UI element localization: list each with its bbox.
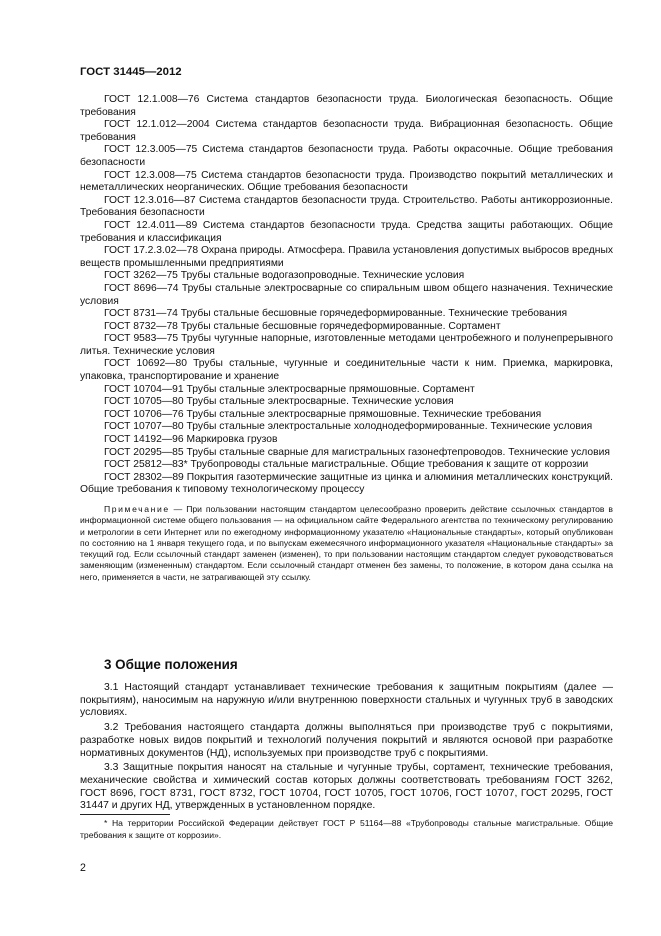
- reference-item: ГОСТ 12.1.008—76 Система стандартов безопасности труда. Биологическая безопасность. Общие требования: [80, 94, 613, 118]
- footnote-divider: [80, 814, 170, 815]
- paragraph-3-3: 3.3 Защитные покрытия наносят на стальные и чугунные трубы, сортамент, технические требования, механические свойства и химический состав которых должны соответствовать требованиям ГОСТ 3262, ГОСТ 8696, ГОСТ 8731, ГОСТ 8732, ГОСТ 10704, ГОСТ 10705, ГОСТ 10706, ГОСТ 10707, ГОСТ 20295, ГОСТ 31447 и других НД, утвержденных в установленном порядке.: [80, 762, 613, 812]
- section-body: [80, 682, 613, 813]
- note-label: Примечание: [104, 504, 170, 514]
- reference-item: ГОСТ 17.2.3.02—78 Охрана природы. Атмосфера. Правила установления допустимых выбросов вредных веществ промышленными предприятиями: [80, 245, 613, 269]
- reference-item: ГОСТ 10707—80 Трубы стальные электростальные холоднодеформированные. Технические условия: [104, 421, 593, 433]
- reference-item: ГОСТ 28302—89 Покрытия газотермические защитные из цинка и алюминия металлических конструкций. Общие требования к типовому технологическому процессу: [80, 471, 613, 496]
- reference-item: ГОСТ 14192—96 Маркировка грузов: [104, 434, 278, 446]
- reference-item: ГОСТ 8696—74 Трубы стальные электросварные со спиральным швом общего назначения. Технические условия: [80, 282, 613, 307]
- reference-item: ГОСТ 10706—76 Трубы стальные электросварные прямошовные. Технические требования: [104, 408, 542, 420]
- footnote: * На территории Российской Федерации действует ГОСТ Р 51164—88 «Трубопроводы стальные магистральные. Общие требования к защите от коррозии».: [80, 818, 613, 840]
- paragraph-3-2: 3.2 Требования настоящего стандарта должны выполняться при производстве труб с покрытиями, разработке новых видов покрытий и технологий получения покрытий и являются основой при разработке нормативных документов (НД), используемых при производстве труб с покрытиями.: [80, 722, 613, 759]
- reference-item: ГОСТ 12.3.005—75 Система стандартов безопасности труда. Работы окрасочные. Общие требования безопасности: [80, 144, 613, 168]
- note-text: — При пользовании настоящим стандартом целесообразно проверить действие ссылочных стандартов в информационной системе общего пользования — на официальном сайте Федерального агентства по техническому регулированию и метрологии в сети Интернет или по ежегодному информационному указателю «Национальные стандарты», который опубликован по состоянию на 1 января текущего года, и по выпускам ежемесячного информационного указателя «Национальные стандарты» за текущий год. Если ссылочный стандарт заменен (изменен), то при пользовании настоящим стандартом следует руководствоваться заменяющим (измененным) стандартом. Если ссылочный стандарт отменен без замены, то положение, в котором дана ссылка на него, применяется в части, не затрагивающей эту ссылку.: [80, 504, 613, 582]
- reference-item: ГОСТ 12.3.016—87 Система стандартов безопасности труда. Строительство. Работы антикоррозионные. Требования безопасности: [80, 194, 613, 219]
- reference-item: ГОСТ 20295—85 Трубы стальные сварные для магистральных газонефтепроводов. Технические условия: [104, 446, 610, 458]
- running-header: ГОСТ 31445—2012: [80, 66, 182, 78]
- normative-references-list: [80, 94, 613, 583]
- reference-item: ГОСТ 25812—83* Трубопроводы стальные магистральные. Общие требования к защите от коррозии: [104, 459, 589, 471]
- reference-item: ГОСТ 12.3.008—75 Система стандартов безопасности труда. Производство покрытий металлических и неметаллических неорганических. Общие требования безопасности: [80, 169, 613, 194]
- reference-item: ГОСТ 3262—75 Трубы стальные водогазопроводные. Технические условия: [104, 270, 465, 282]
- reference-item: ГОСТ 12.1.012—2004 Система стандартов безопасности труда. Вибрационная безопасность. Общие требования: [80, 119, 613, 143]
- section-title: 3 Общие положения: [104, 657, 238, 672]
- reference-item: ГОСТ 10692—80 Трубы стальные, чугунные и соединительные части к ним. Приемка, маркировка, упаковка, транспортирование и хранение: [80, 358, 613, 383]
- page-number: 2: [80, 862, 86, 874]
- paragraph-3-1: 3.1 Настоящий стандарт устанавливает технические требования к защитным покрытиям (далее — покрытиям), наносимым на наружную и/или внутреннюю поверхности стальных и чугунных труб в заводских условиях.: [80, 682, 613, 719]
- reference-item: ГОСТ 12.4.011—89 Система стандартов безопасности труда. Средства защиты работающих. Общие требования и классификация: [80, 219, 613, 244]
- reference-item: ГОСТ 10705—80 Трубы стальные электросварные. Технические условия: [104, 396, 454, 408]
- reference-item: ГОСТ 8732—78 Трубы стальные бесшовные горячедеформированные. Сортамент: [104, 320, 501, 332]
- reference-item: ГОСТ 9583—75 Трубы чугунные напорные, изготовленные методами центробежного и полунепрерывного литья. Технические условия: [80, 333, 613, 357]
- reference-item: ГОСТ 8731—74 Трубы стальные бесшовные горячедеформированные. Технические требования: [104, 308, 568, 320]
- note-paragraph: [80, 504, 613, 583]
- reference-item: ГОСТ 10704—91 Трубы стальные электросварные прямошовные. Сортамент: [104, 383, 475, 395]
